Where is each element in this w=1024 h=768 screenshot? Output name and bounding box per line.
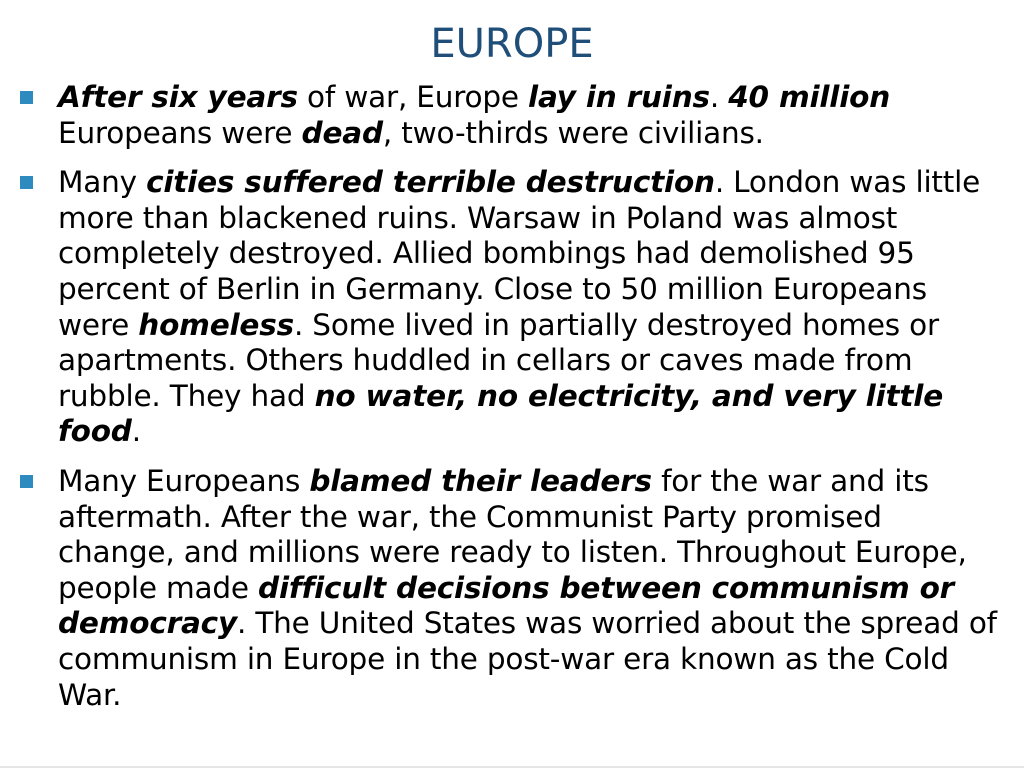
- bullet-item: [58, 165, 1006, 450]
- square-bullet-icon: [20, 91, 33, 104]
- bullet-text: . The United States was worried about the spread of communism in Europe in the post-war era known as the Cold War.: [58, 606, 997, 712]
- emphasized-text: dead: [301, 115, 383, 150]
- bullet-text: . Some lived in partially destroyed homes or apartments. Others huddled in cellars or caves made from rubble. They had: [58, 307, 939, 413]
- bullet-text: .: [709, 80, 729, 114]
- emphasized-text: lay in ruins: [528, 80, 710, 114]
- emphasized-text: no water, no electricity, and very little food: [58, 378, 944, 449]
- bullet-text: .: [131, 414, 141, 449]
- emphasized-text: difficult decisions between communism or democracy: [58, 570, 955, 641]
- emphasized-text: cities suffered terrible destruction: [146, 165, 715, 200]
- bullet-text: , two-thirds were civilians.: [382, 115, 764, 150]
- bullet-text: for the war and its aftermath. After the war, the Communist Party promised change, and millions were ready to listen. Throughout Europe, people made: [58, 463, 967, 605]
- emphasized-text: homeless: [138, 307, 294, 342]
- bullet-text: of war, Europe: [297, 80, 529, 114]
- bullet-item: [58, 80, 1006, 151]
- emphasized-text: After six years: [58, 80, 298, 114]
- emphasized-text: blamed their leaders: [309, 463, 652, 498]
- emphasized-text: 40 million: [728, 80, 890, 114]
- bullet-item: [58, 464, 1006, 713]
- bullet-text: Many: [58, 165, 147, 200]
- bullet-text: Many Europeans: [58, 463, 310, 498]
- bullet-list: [58, 80, 1006, 713]
- square-bullet-icon: [20, 475, 33, 488]
- bullet-text: Europeans were: [58, 115, 302, 150]
- slide-title: EUROPE: [430, 21, 594, 67]
- square-bullet-icon: [20, 176, 33, 189]
- bullet-text: . London was little more than blackened ruins. Warsaw in Poland was almost completely destroyed. Allied bombings had demolished 95 percent of Berlin in Germany. Close to 50 million Europeans were: [58, 165, 981, 342]
